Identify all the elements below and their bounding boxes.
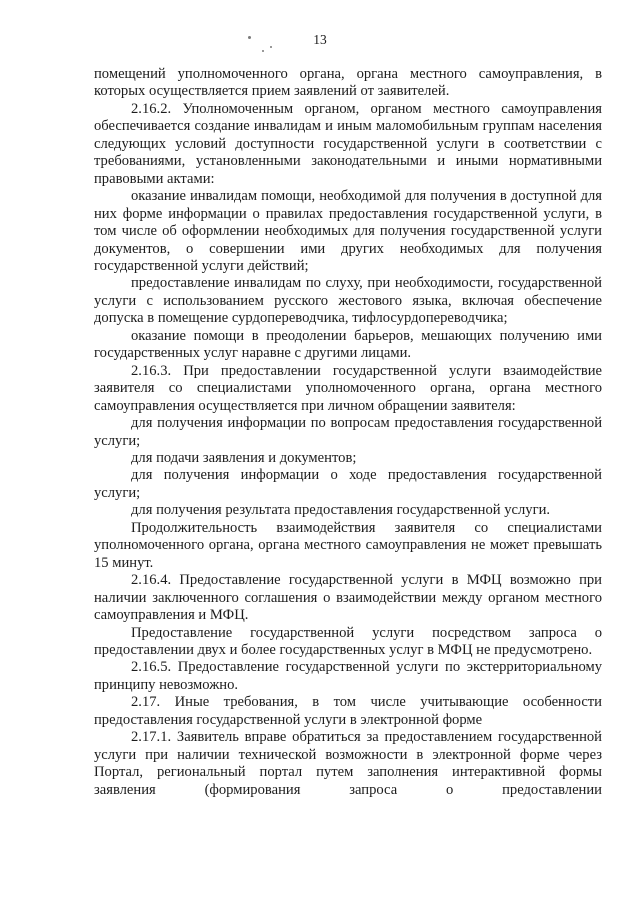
paragraph: 2.16.4. Предоставление государственной услуги в МФЦ возможно при наличии заключенного соглашения о взаимодействии между органом местного самоуправления и МФЦ. [94,572,602,624]
paragraph: оказание инвалидам помощи, необходимой для получения в доступной для них форме информации о правилах предоставления государственной услуги, в том числе об оформлении необходимых для получения государственной услуги документов, о совершении ими других необходимых для получения государственной услуги действий; [94,188,602,274]
paragraph: Продолжительность взаимодействия заявителя со специалистами уполномоченного органа, органа местного самоуправления не может превышать 15 минут. [94,519,602,571]
paragraph: 2.17.1. Заявитель вправе обратиться за предоставлением государственной услуги при наличии технической возможности в электронной форме через Портал, региональный портал путем заполнения интерактивной формы заявления (формирования запроса о предоставлении [94,729,602,798]
document-body [94,66,602,799]
paragraph: для получения информации по вопросам предоставления государственной услуги; [94,415,602,449]
paragraph: предоставление инвалидам по слуху, при необходимости, государственной услуги с использованием русского жестового языка, включая обеспечение допуска в помещение сурдопереводчика, тифлосурдопереводчика; [94,275,602,327]
paragraph: оказание помощи в преодолении барьеров, мешающих получению ими государственных услуг наравне с другими лицами. [94,327,602,362]
paragraph: для получения информации о ходе предоставления государственной услуги; [94,467,602,501]
paragraph: 2.16.5. Предоставление государственной услуги по экстерриториальному принципу невозможно. [94,659,602,693]
scan-speck [262,50,264,52]
paragraph: для получения результата предоставления государственной услуги. [131,502,551,519]
paragraph: для подачи заявления и документов; [131,449,357,466]
paragraph: 2.17. Иные требования, в том числе учитывающие особенности предоставления государственной услуги в электронной форме [94,694,602,728]
paragraph: Предоставление государственной услуги посредством запроса о предоставлении двух и более государственных услуг в МФЦ не предусмотрено. [94,624,602,658]
page-number: 13 [313,32,327,47]
paragraph: 2.16.3. При предоставлении государственной услуги взаимодействие заявителя со специалистами уполномоченного органа, органа местного самоуправления осуществляется при личном обращении заявителя: [94,362,602,414]
paragraph: помещений уполномоченного органа, органа местного самоуправления, в которых осуществляется прием заявлений от заявителей. [94,66,602,100]
paragraph: 2.16.2. Уполномоченным органом, органом местного самоуправления обеспечивается создание инвалидам и иным маломобильным группам населения следующих условий доступности государственной услуги в соответствии с требованиями, установленными законодательными и иными нормативными правовыми актами: [94,100,602,187]
